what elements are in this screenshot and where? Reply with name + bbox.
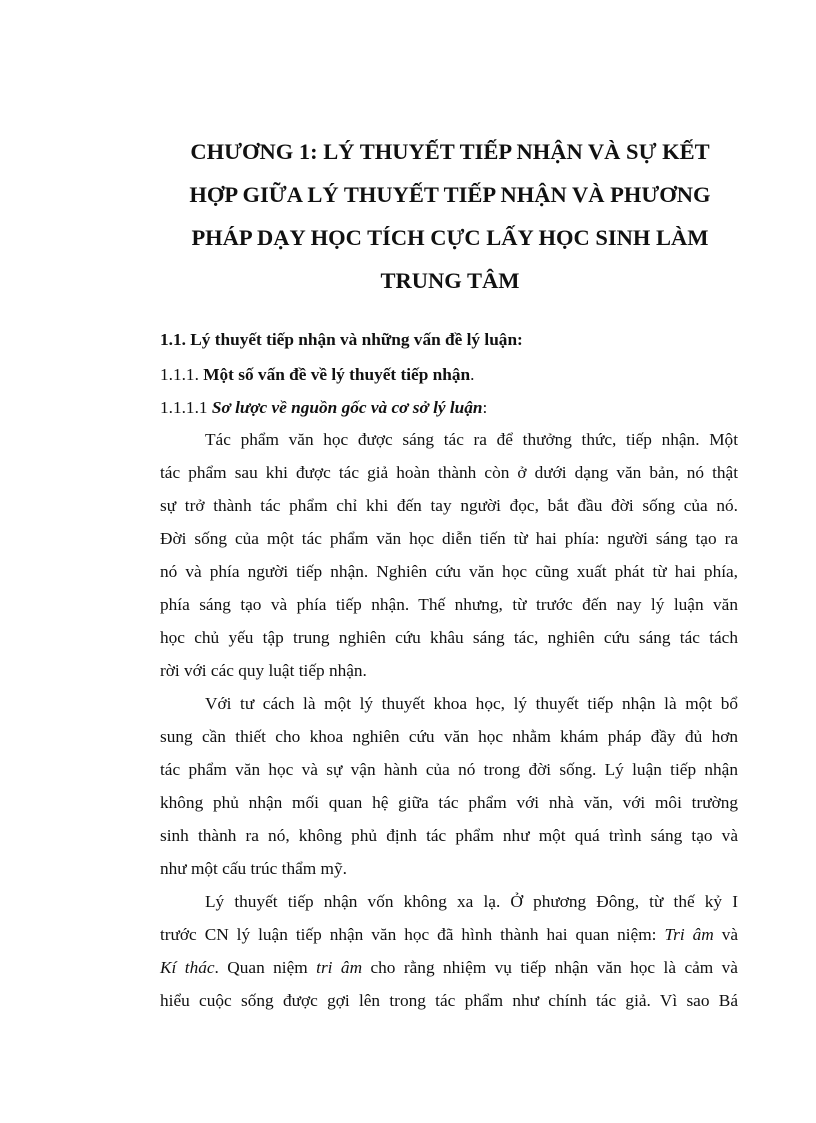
section-punct: . <box>470 365 475 384</box>
text-line <box>160 957 738 979</box>
section-heading-1-1-1 <box>160 365 474 385</box>
text-run: . Quan niệm <box>214 958 317 977</box>
text-line: tác phẩm sau khi được tác giả hoàn thành còn ở dưới dạng văn bản, nó thật <box>160 463 738 482</box>
chapter-title-line: TRUNG TÂM <box>380 268 520 293</box>
section-heading-1-1: 1.1. Lý thuyết tiếp nhận và những vấn đề lý luận: <box>160 330 523 349</box>
text-line: sung cần thiết cho khoa nghiên cứu văn học nhằm khám pháp đầy đủ hơn <box>160 727 738 746</box>
term-ki-thac: Kí thác <box>160 958 215 977</box>
text-line: Đời sống của một tác phẩm văn học diễn tiến từ hai phía: người sáng tạo ra <box>160 529 738 548</box>
text-line: Lý thuyết tiếp nhận vốn không xa lạ. Ở phương Đông, từ thế kỷ I <box>205 892 738 911</box>
term-tri-am: Tri âm <box>664 925 714 944</box>
section-punct: : <box>482 398 488 417</box>
section-title: Một số vấn đề về lý thuyết tiếp nhận <box>203 365 471 384</box>
text-line: sinh thành ra nó, không phủ định tác phẩm như một quá trình sáng tạo và <box>160 826 738 845</box>
section-number: 1.1.1. <box>160 365 199 384</box>
section-heading-1-1-1-1 <box>160 398 487 418</box>
section-number: 1.1.1.1 <box>160 398 208 417</box>
text-line: nó và phía người tiếp nhận. Nghiên cứu văn học cũng xuất phát từ hai phía, <box>160 562 738 581</box>
text-line: rời với các quy luật tiếp nhận. <box>160 661 367 680</box>
chapter-title-line: CHƯƠNG 1: LÝ THUYẾT TIẾP NHẬN VÀ SỰ KẾT <box>190 139 710 164</box>
chapter-title-line: PHÁP DẠY HỌC TÍCH CỰC LẤY HỌC SINH LÀM <box>191 225 709 250</box>
text-line: tác phẩm văn học và sự vận hành của nó trong đời sống. Lý luận tiếp nhận <box>160 760 738 779</box>
text-line: Tác phẩm văn học được sáng tác ra để thưởng thức, tiếp nhận. Một <box>205 430 738 449</box>
text-line: hiểu cuộc sống được gợi lên trong tác phẩm như chính tác giả. Vì sao Bá <box>160 991 738 1010</box>
text-run: và <box>713 925 739 944</box>
text-line: Với tư cách là một lý thuyết khoa học, lý thuyết tiếp nhận là một bổ <box>205 694 738 713</box>
chapter-title-line: HỢP GIỮA LÝ THUYẾT TIẾP NHẬN VÀ PHƯƠNG <box>189 182 711 207</box>
chapter-title <box>150 130 750 302</box>
text-run: trước CN lý luận tiếp nhận văn học đã hình thành hai quan niệm: <box>160 925 665 944</box>
text-line: không phủ nhận mối quan hệ giữa tác phẩm với nhà văn, với môi trường <box>160 793 738 812</box>
text-line: như một cấu trúc thẩm mỹ. <box>160 859 347 878</box>
text-line <box>160 924 738 946</box>
text-run: cho rằng nhiệm vụ tiếp nhận văn học là cảm và <box>362 958 738 977</box>
text-line: học chủ yếu tập trung nghiên cứu khâu sáng tác, nghiên cứu sáng tác tách <box>160 628 738 647</box>
text-line: sự trở thành tác phẩm chỉ khi đến tay người đọc, bắt đầu đời sống của nó. <box>160 496 738 515</box>
text-line: phía sáng tạo và phía tiếp nhận. Thế nhưng, từ trước đến nay lý luận văn <box>160 595 738 614</box>
term-tri-am-lower: tri âm <box>316 958 363 977</box>
section-title: Sơ lược về nguồn gốc và cơ sở lý luận <box>211 398 483 417</box>
